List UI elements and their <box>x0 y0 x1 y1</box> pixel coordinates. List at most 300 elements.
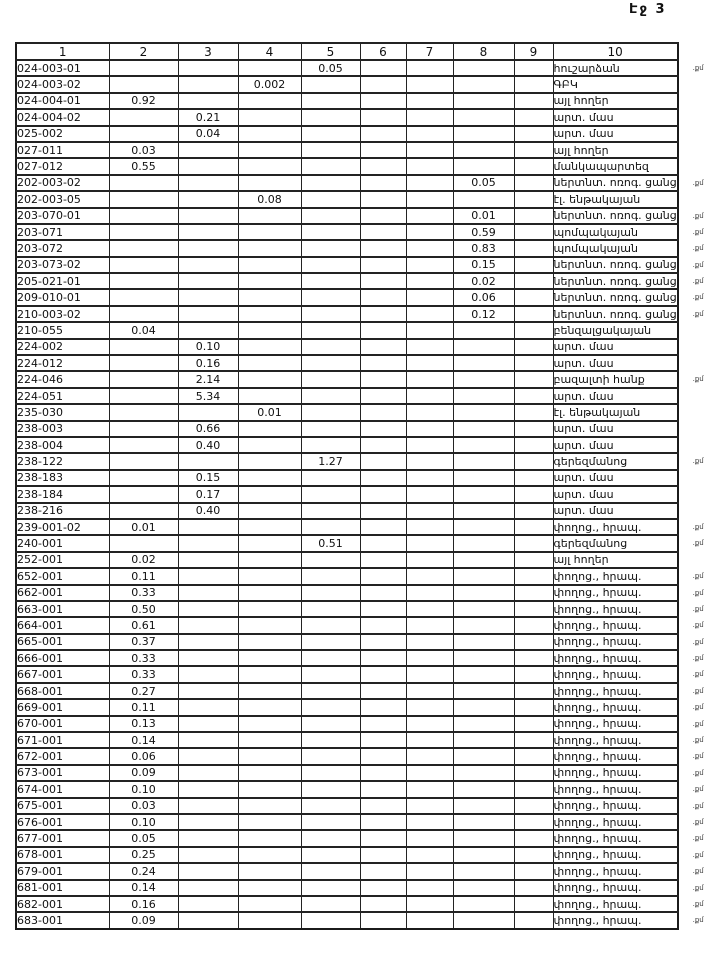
cell-col-9 <box>514 470 553 486</box>
cell-parcel-code: 202-003-02 <box>16 175 109 191</box>
cell-col-6 <box>360 240 406 256</box>
cell-col-7 <box>406 585 453 601</box>
cell-land-use-description: արտ. մաս <box>553 339 678 355</box>
column-header-1: 1 <box>16 43 109 60</box>
cell-col-9 <box>514 716 553 732</box>
cell-col-8 <box>453 535 514 551</box>
cell-col-8 <box>453 519 514 535</box>
margin-unit-note: .քմ <box>692 244 704 253</box>
cell-col-9 <box>514 142 553 158</box>
cell-parcel-code: 024-004-02 <box>16 109 109 125</box>
cell-parcel-code: 676-001 <box>16 814 109 830</box>
cell-col-4 <box>238 601 301 617</box>
cell-col-7 <box>406 191 453 207</box>
cell-col-2: 0.04 <box>109 322 178 338</box>
table-row <box>16 224 678 240</box>
cell-col-9 <box>514 765 553 781</box>
cell-land-use-description: արտ. մաս <box>553 126 678 142</box>
margin-unit-note: .քմ <box>692 703 704 712</box>
table-row <box>16 683 678 699</box>
cell-col-7 <box>406 142 453 158</box>
cell-col-3: 0.40 <box>178 503 238 519</box>
cell-col-9 <box>514 552 553 568</box>
cell-col-4 <box>238 273 301 289</box>
cell-col-7 <box>406 273 453 289</box>
cell-col-3 <box>178 781 238 797</box>
cell-col-7 <box>406 76 453 92</box>
cell-col-7 <box>406 830 453 846</box>
cell-col-6 <box>360 175 406 191</box>
cell-col-9 <box>514 339 553 355</box>
cell-col-4 <box>238 617 301 633</box>
cell-col-5 <box>301 585 360 601</box>
cell-col-4 <box>238 93 301 109</box>
cell-col-5 <box>301 568 360 584</box>
cell-col-6 <box>360 191 406 207</box>
cell-col-2: 0.55 <box>109 158 178 174</box>
cell-parcel-code: 239-001-02 <box>16 519 109 535</box>
cell-col-9 <box>514 371 553 387</box>
cell-col-5 <box>301 748 360 764</box>
cell-parcel-code: 224-051 <box>16 388 109 404</box>
cell-col-8 <box>453 437 514 453</box>
cell-land-use-description: ԳԲԿ <box>553 76 678 92</box>
cell-col-3: 0.15 <box>178 470 238 486</box>
cell-col-8 <box>453 60 514 76</box>
cell-col-7 <box>406 896 453 912</box>
cell-col-3 <box>178 240 238 256</box>
cell-land-use-description: այլ հողեր <box>553 93 678 109</box>
cell-col-5 <box>301 191 360 207</box>
cell-col-9 <box>514 814 553 830</box>
cell-col-9 <box>514 322 553 338</box>
cell-parcel-code: 683-001 <box>16 912 109 928</box>
cell-col-6 <box>360 486 406 502</box>
cell-col-3 <box>178 880 238 896</box>
margin-unit-note: .քմ <box>692 916 704 925</box>
cell-col-6 <box>360 552 406 568</box>
cell-col-2: 0.27 <box>109 683 178 699</box>
cell-col-9 <box>514 830 553 846</box>
cell-col-8 <box>453 552 514 568</box>
cell-col-2: 0.92 <box>109 93 178 109</box>
cell-parcel-code: 677-001 <box>16 830 109 846</box>
cell-col-4 <box>238 503 301 519</box>
cell-col-7 <box>406 732 453 748</box>
cell-col-5 <box>301 798 360 814</box>
cell-col-3 <box>178 798 238 814</box>
cell-col-3 <box>178 601 238 617</box>
cell-parcel-code: 203-072 <box>16 240 109 256</box>
cell-col-6 <box>360 388 406 404</box>
cell-col-3 <box>178 863 238 879</box>
cell-col-7 <box>406 798 453 814</box>
cell-col-5 <box>301 355 360 371</box>
margin-unit-note: .քմ <box>692 752 704 761</box>
cell-land-use-description: փողոց., հրապ. .քմ <box>553 684 704 698</box>
cell-col-7 <box>406 880 453 896</box>
cell-parcel-code: 681-001 <box>16 880 109 896</box>
cell-land-use-description: փողոց., հրապ. .քմ <box>553 618 704 632</box>
cell-land-use-description: փողոց., հրապ. .քմ <box>553 897 704 911</box>
cell-col-2 <box>109 60 178 76</box>
cell-col-2: 0.24 <box>109 863 178 879</box>
cell-land-use-description: արտ. մաս <box>553 470 678 486</box>
cell-col-4 <box>238 486 301 502</box>
cell-col-9 <box>514 781 553 797</box>
cell-col-4 <box>238 289 301 305</box>
cell-col-9 <box>514 732 553 748</box>
cell-col-3 <box>178 896 238 912</box>
cell-col-8: 0.83 <box>453 240 514 256</box>
cell-land-use-description: փողոց., հրապ. .քմ <box>553 832 704 846</box>
cell-col-3 <box>178 175 238 191</box>
cell-land-use-description: փողոց., հրապ. .քմ <box>553 651 704 665</box>
cell-col-6 <box>360 453 406 469</box>
table-row <box>16 273 678 289</box>
cell-col-8 <box>453 76 514 92</box>
cell-land-use-description: փողոց., հրապ. .քմ <box>553 602 704 616</box>
cell-parcel-code: 238-216 <box>16 503 109 519</box>
cell-col-2: 0.10 <box>109 814 178 830</box>
cell-col-5 <box>301 306 360 322</box>
cell-col-5 <box>301 847 360 863</box>
cell-col-9 <box>514 486 553 502</box>
cell-col-5 <box>301 699 360 715</box>
cell-col-9 <box>514 601 553 617</box>
cell-parcel-code: 203-071 <box>16 224 109 240</box>
cell-col-9 <box>514 93 553 109</box>
cell-parcel-code: 669-001 <box>16 699 109 715</box>
cell-col-6 <box>360 666 406 682</box>
cell-col-7 <box>406 240 453 256</box>
cell-col-9 <box>514 437 553 453</box>
margin-unit-note: .քմ <box>692 588 704 597</box>
cell-land-use-description: փողոց., հրապ. .քմ <box>553 635 704 649</box>
cell-col-2: 0.50 <box>109 601 178 617</box>
cell-col-3 <box>178 699 238 715</box>
table-row <box>16 437 678 453</box>
cell-col-6 <box>360 699 406 715</box>
cell-col-8 <box>453 142 514 158</box>
cell-col-2 <box>109 306 178 322</box>
cell-col-7 <box>406 126 453 142</box>
cell-col-6 <box>360 732 406 748</box>
cell-col-3 <box>178 257 238 273</box>
cell-col-8 <box>453 453 514 469</box>
cell-col-6 <box>360 355 406 371</box>
cell-col-4 <box>238 568 301 584</box>
cell-land-use-description: ներտնտ. ոռոգ. ցանց .քմ <box>553 209 704 223</box>
cell-parcel-code: 674-001 <box>16 781 109 797</box>
margin-unit-note: .քմ <box>692 736 704 745</box>
table-row <box>16 208 678 224</box>
cell-col-3 <box>178 585 238 601</box>
cell-col-3 <box>178 322 238 338</box>
cell-col-9 <box>514 650 553 666</box>
cell-col-5: 0.51 <box>301 535 360 551</box>
cell-col-4 <box>238 175 301 191</box>
cell-col-9 <box>514 519 553 535</box>
cell-land-use-description: արտ. մաս <box>553 109 678 125</box>
cell-col-5 <box>301 863 360 879</box>
cell-col-4 <box>238 371 301 387</box>
cell-col-3 <box>178 552 238 568</box>
cell-col-7 <box>406 650 453 666</box>
margin-unit-note: .քմ <box>692 670 704 679</box>
cell-col-5 <box>301 93 360 109</box>
cell-col-4 <box>238 798 301 814</box>
cell-col-4 <box>238 224 301 240</box>
cell-col-5 <box>301 896 360 912</box>
cell-land-use-description: ներտնտ. ոռոգ. ցանց .քմ <box>553 274 704 288</box>
cell-col-6 <box>360 224 406 240</box>
cell-land-use-description: արտ. մաս <box>553 421 678 437</box>
cell-col-8 <box>453 585 514 601</box>
cell-col-6 <box>360 76 406 92</box>
cell-col-6 <box>360 847 406 863</box>
margin-unit-note: .քմ <box>692 834 704 843</box>
margin-unit-note: .քմ <box>692 817 704 826</box>
cell-col-3: 0.66 <box>178 421 238 437</box>
cell-col-8 <box>453 863 514 879</box>
cell-col-3 <box>178 60 238 76</box>
cell-col-4 <box>238 552 301 568</box>
cell-col-8 <box>453 355 514 371</box>
cell-col-5 <box>301 388 360 404</box>
cell-col-9 <box>514 617 553 633</box>
cell-col-2 <box>109 503 178 519</box>
cell-col-5 <box>301 650 360 666</box>
cell-col-5 <box>301 109 360 125</box>
cell-col-2: 0.11 <box>109 699 178 715</box>
cell-col-2 <box>109 224 178 240</box>
table-row <box>16 109 678 125</box>
cell-col-8 <box>453 716 514 732</box>
cell-land-use-description: գերեզմանոց .քմ <box>553 537 704 551</box>
cell-col-9 <box>514 912 553 928</box>
cell-col-5 <box>301 208 360 224</box>
margin-unit-note: .քմ <box>692 227 704 236</box>
cell-col-7 <box>406 404 453 420</box>
cell-col-5 <box>301 158 360 174</box>
cell-col-3 <box>178 732 238 748</box>
cell-parcel-code: 024-003-01 <box>16 60 109 76</box>
cell-land-use-description: փողոց., հրապ. .քմ <box>553 717 704 731</box>
cell-col-6 <box>360 126 406 142</box>
cell-col-2 <box>109 453 178 469</box>
cell-col-4 <box>238 716 301 732</box>
cell-col-5 <box>301 175 360 191</box>
cell-col-5 <box>301 601 360 617</box>
cell-col-4 <box>238 585 301 601</box>
cell-col-2 <box>109 371 178 387</box>
cell-land-use-description: փողոց., հրապ. .քմ <box>553 733 704 747</box>
cell-col-2: 0.09 <box>109 765 178 781</box>
cell-parcel-code: 664-001 <box>16 617 109 633</box>
margin-unit-note: .քմ <box>692 457 704 466</box>
cell-col-7 <box>406 503 453 519</box>
cell-col-8 <box>453 421 514 437</box>
cell-col-7 <box>406 814 453 830</box>
table-row <box>16 634 678 650</box>
cell-col-3: 0.04 <box>178 126 238 142</box>
cell-col-9 <box>514 76 553 92</box>
cell-col-7 <box>406 863 453 879</box>
cell-col-7 <box>406 257 453 273</box>
cell-col-4 <box>238 208 301 224</box>
cell-col-3 <box>178 748 238 764</box>
cell-col-7 <box>406 388 453 404</box>
cell-col-3 <box>178 208 238 224</box>
cell-col-5 <box>301 339 360 355</box>
cell-col-5: 0.05 <box>301 60 360 76</box>
cell-col-2: 0.05 <box>109 830 178 846</box>
cell-parcel-code: 662-001 <box>16 585 109 601</box>
cell-col-2: 0.10 <box>109 781 178 797</box>
cell-col-8 <box>453 732 514 748</box>
cell-col-5 <box>301 486 360 502</box>
cell-col-4 <box>238 666 301 682</box>
cell-col-4 <box>238 748 301 764</box>
cell-col-8 <box>453 781 514 797</box>
cell-land-use-description: փողոց., հրապ. .քմ <box>553 848 704 862</box>
cell-col-7 <box>406 552 453 568</box>
cell-col-8 <box>453 371 514 387</box>
cell-parcel-code: 240-001 <box>16 535 109 551</box>
cell-land-use-description: արտ. մաս <box>553 355 678 371</box>
cell-col-2 <box>109 126 178 142</box>
cell-land-use-description: արտ. մաս <box>553 437 678 453</box>
table-row <box>16 126 678 142</box>
cell-col-5 <box>301 322 360 338</box>
cell-col-3 <box>178 453 238 469</box>
cell-land-use-description: արտ. մաս <box>553 388 678 404</box>
cell-col-3 <box>178 814 238 830</box>
cell-col-5 <box>301 732 360 748</box>
cell-col-8 <box>453 568 514 584</box>
cell-col-3 <box>178 76 238 92</box>
table-row <box>16 617 678 633</box>
cell-col-4 <box>238 732 301 748</box>
cell-col-4 <box>238 322 301 338</box>
table-row <box>16 339 678 355</box>
cell-col-4 <box>238 519 301 535</box>
cell-col-5 <box>301 470 360 486</box>
cell-land-use-description: փողոց., հրապ. .քմ <box>553 881 704 895</box>
margin-unit-note: .քմ <box>692 621 704 630</box>
cell-col-9 <box>514 748 553 764</box>
cell-col-3: 0.16 <box>178 355 238 371</box>
cell-col-6 <box>360 322 406 338</box>
table-row <box>16 142 678 158</box>
cell-col-4 <box>238 765 301 781</box>
cell-col-8 <box>453 765 514 781</box>
cell-col-6 <box>360 634 406 650</box>
cell-parcel-code: 202-003-05 <box>16 191 109 207</box>
cell-col-6 <box>360 404 406 420</box>
cell-col-3 <box>178 568 238 584</box>
table-row <box>16 814 678 830</box>
margin-unit-note: .քմ <box>692 899 704 908</box>
cell-col-3: 5.34 <box>178 388 238 404</box>
cell-col-8: 0.01 <box>453 208 514 224</box>
table-row <box>16 585 678 601</box>
cell-col-4 <box>238 240 301 256</box>
cell-col-9 <box>514 208 553 224</box>
cell-col-6 <box>360 912 406 928</box>
table-row <box>16 519 678 535</box>
cell-land-use-description: փողոց., հրապ. .քմ <box>553 520 704 534</box>
margin-unit-note: .քմ <box>692 64 704 72</box>
cell-land-use-description: փողոց., հրապ. .քմ <box>553 815 704 829</box>
cell-col-4 <box>238 896 301 912</box>
cell-col-7 <box>406 748 453 764</box>
cell-col-8 <box>453 322 514 338</box>
cell-col-9 <box>514 683 553 699</box>
table-row <box>16 76 678 92</box>
cell-col-4 <box>238 814 301 830</box>
cell-parcel-code: 672-001 <box>16 748 109 764</box>
cell-col-5: 1.27 <box>301 453 360 469</box>
cell-col-2 <box>109 76 178 92</box>
margin-unit-note: .քմ <box>692 719 704 728</box>
table-row <box>16 863 678 879</box>
cell-parcel-code: 238-183 <box>16 470 109 486</box>
cell-col-3 <box>178 683 238 699</box>
cell-col-8 <box>453 470 514 486</box>
cell-col-8 <box>453 93 514 109</box>
cell-col-6 <box>360 863 406 879</box>
cell-land-use-description: ներտնտ. ոռոգ. ցանց .քմ <box>553 176 704 190</box>
cell-col-7 <box>406 765 453 781</box>
cell-land-use-description: ներտնտ. ոռոգ. ցանց .քմ <box>553 291 704 305</box>
cell-parcel-code: 024-003-02 <box>16 76 109 92</box>
margin-unit-note: .քմ <box>692 686 704 695</box>
cell-land-use-description: մանկապարտեզ <box>553 158 678 174</box>
cell-col-4 <box>238 650 301 666</box>
table-row <box>16 798 678 814</box>
cell-col-9 <box>514 585 553 601</box>
cell-col-3 <box>178 666 238 682</box>
cell-col-6 <box>360 748 406 764</box>
cell-col-2 <box>109 486 178 502</box>
cell-col-6 <box>360 503 406 519</box>
cell-col-4 <box>238 355 301 371</box>
cell-col-9 <box>514 289 553 305</box>
cell-col-2 <box>109 257 178 273</box>
cell-col-6 <box>360 765 406 781</box>
margin-unit-note: .քմ <box>692 178 704 187</box>
cell-col-4 <box>238 437 301 453</box>
margin-unit-note: .քմ <box>692 654 704 663</box>
cell-col-9 <box>514 240 553 256</box>
cell-land-use-description: փողոց., հրապ. .քմ <box>553 782 704 796</box>
margin-unit-note: .քմ <box>692 375 704 384</box>
cell-col-5 <box>301 224 360 240</box>
cell-col-2 <box>109 437 178 453</box>
cell-land-use-description: փողոց., հրապ. .քմ <box>553 569 704 583</box>
cell-col-5 <box>301 404 360 420</box>
column-header-6: 6 <box>360 43 406 60</box>
cell-col-9 <box>514 568 553 584</box>
cell-col-5 <box>301 289 360 305</box>
cell-col-7 <box>406 109 453 125</box>
cell-land-use-description: արտ. մաս <box>553 503 678 519</box>
margin-unit-note: .քմ <box>692 260 704 269</box>
cell-col-9 <box>514 191 553 207</box>
margin-unit-note: .քմ <box>692 785 704 794</box>
